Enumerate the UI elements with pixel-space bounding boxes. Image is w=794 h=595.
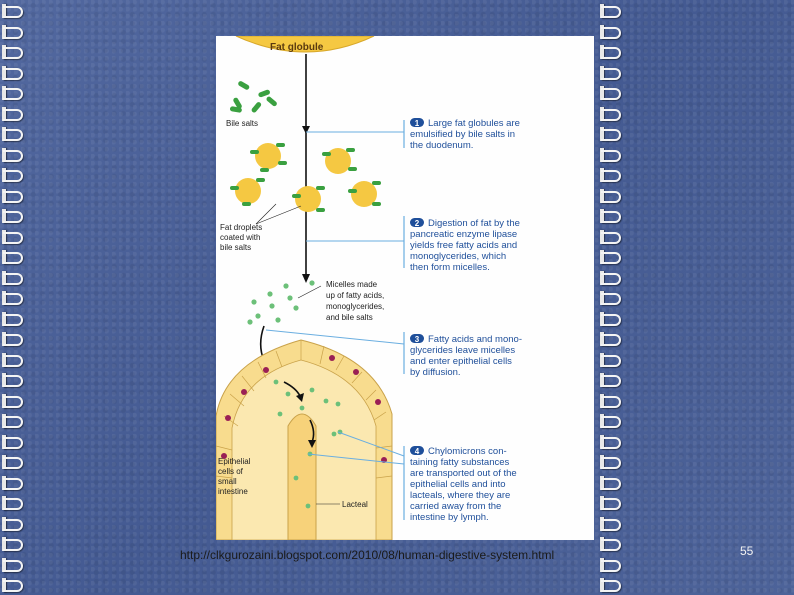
- binding-ring: [598, 373, 622, 387]
- binding-ring: [0, 496, 24, 510]
- binding-ring: [598, 476, 622, 490]
- binding-ring: [598, 578, 622, 592]
- svg-text:2: 2: [414, 219, 420, 228]
- binding-ring: [0, 66, 24, 80]
- binding-ring: [0, 353, 24, 367]
- binding-ring: [598, 414, 622, 428]
- binding-ring: [0, 394, 24, 408]
- spiral-binding-right: [598, 0, 622, 595]
- step-2: [410, 218, 523, 273]
- binding-ring: [0, 476, 24, 490]
- binding-ring: [0, 86, 24, 100]
- fat-digestion-diagram: [216, 36, 594, 540]
- villus: [216, 340, 392, 540]
- binding-ring: [0, 45, 24, 59]
- lacteal-label: Lacteal: [342, 500, 368, 509]
- binding-ring: [0, 107, 24, 121]
- arrow-head-2: [302, 274, 310, 283]
- binding-ring: [598, 127, 622, 141]
- binding-ring: [0, 189, 24, 203]
- micelles: [247, 280, 314, 324]
- binding-ring: [598, 353, 622, 367]
- binding-ring: [0, 435, 24, 449]
- binding-ring: [598, 558, 622, 572]
- binding-ring: [598, 537, 622, 551]
- fat-droplets-label: Fat droplets coated with bile salts: [220, 223, 263, 252]
- step-1: [410, 118, 523, 151]
- binding-ring: [0, 4, 24, 18]
- binding-ring: [598, 168, 622, 182]
- binding-ring: [0, 209, 24, 223]
- svg-text:3: 3: [414, 335, 420, 344]
- step-4: [410, 446, 519, 523]
- binding-ring: [0, 332, 24, 346]
- fat-globule-label: Fat globule: [270, 42, 324, 53]
- page-number: 55: [740, 544, 754, 558]
- binding-ring: [598, 435, 622, 449]
- binding-ring: [598, 189, 622, 203]
- binding-ring: [0, 578, 24, 592]
- binding-ring: [598, 517, 622, 531]
- binding-ring: [0, 414, 24, 428]
- binding-ring: [0, 250, 24, 264]
- svg-text:Large fat globules are: Large fat globules are emulsified by bile salts in the duodenum.: [410, 118, 520, 151]
- binding-ring: [598, 4, 622, 18]
- binding-ring: [0, 168, 24, 182]
- bile-salts: [230, 80, 278, 113]
- binding-ring: [0, 517, 24, 531]
- epithelial-label: Epithelial cells of small intestine: [218, 457, 251, 496]
- binding-ring: [598, 394, 622, 408]
- svg-text:4: 4: [414, 447, 420, 456]
- diagram-slide: [216, 36, 594, 540]
- binding-ring: [0, 148, 24, 162]
- binding-ring: [0, 271, 24, 285]
- binding-ring: [598, 332, 622, 346]
- binding-ring: [598, 66, 622, 80]
- binding-ring: [598, 230, 622, 244]
- binding-ring: [0, 558, 24, 572]
- binding-ring: [598, 291, 622, 305]
- binding-ring: [598, 45, 622, 59]
- binding-ring: [598, 496, 622, 510]
- binding-ring: [0, 537, 24, 551]
- binding-ring: [598, 25, 622, 39]
- binding-ring: [0, 127, 24, 141]
- binding-ring: [0, 373, 24, 387]
- arrow-head-1: [302, 126, 310, 134]
- binding-ring: [0, 455, 24, 469]
- binding-ring: [0, 230, 24, 244]
- binding-ring: [0, 312, 24, 326]
- binding-ring: [598, 312, 622, 326]
- svg-text:Fatty acids and mono-: Fatty acids and mono- glycerides leave micelles and enter epithelial cells by diffusion.: [410, 334, 522, 378]
- source-url-caption: http://clkgurozaini.blogspot.com/2010/08/human-digestive-system.html: [180, 548, 555, 562]
- binding-ring: [598, 250, 622, 264]
- binding-ring: [0, 25, 24, 39]
- bile-salts-label: Bile salts: [226, 119, 259, 128]
- binding-ring: [598, 107, 622, 121]
- step-3: [410, 334, 525, 378]
- binding-ring: [598, 455, 622, 469]
- spiral-binding-left: [0, 0, 24, 595]
- micelles-label: Micelles made up of fatty acids, monoglycerides, and bile salts: [326, 280, 385, 322]
- binding-ring: [598, 271, 622, 285]
- svg-text:1: 1: [414, 119, 420, 128]
- binding-ring: [598, 209, 622, 223]
- binding-ring: [598, 148, 622, 162]
- binding-ring: [598, 86, 622, 100]
- svg-text:Digestion of fat by the: Digestion of fat by the pancreatic enzyme lipase yields free fatty acids and monoglycerides, which then form micelles.: [410, 218, 520, 273]
- binding-ring: [0, 291, 24, 305]
- svg-text:Chylomicrons con- tain: Chylomicrons con- taining fatty substances are transported out of the epithelial cells and into lacteals, where they are carried away from the intestine by lymph.: [410, 446, 517, 523]
